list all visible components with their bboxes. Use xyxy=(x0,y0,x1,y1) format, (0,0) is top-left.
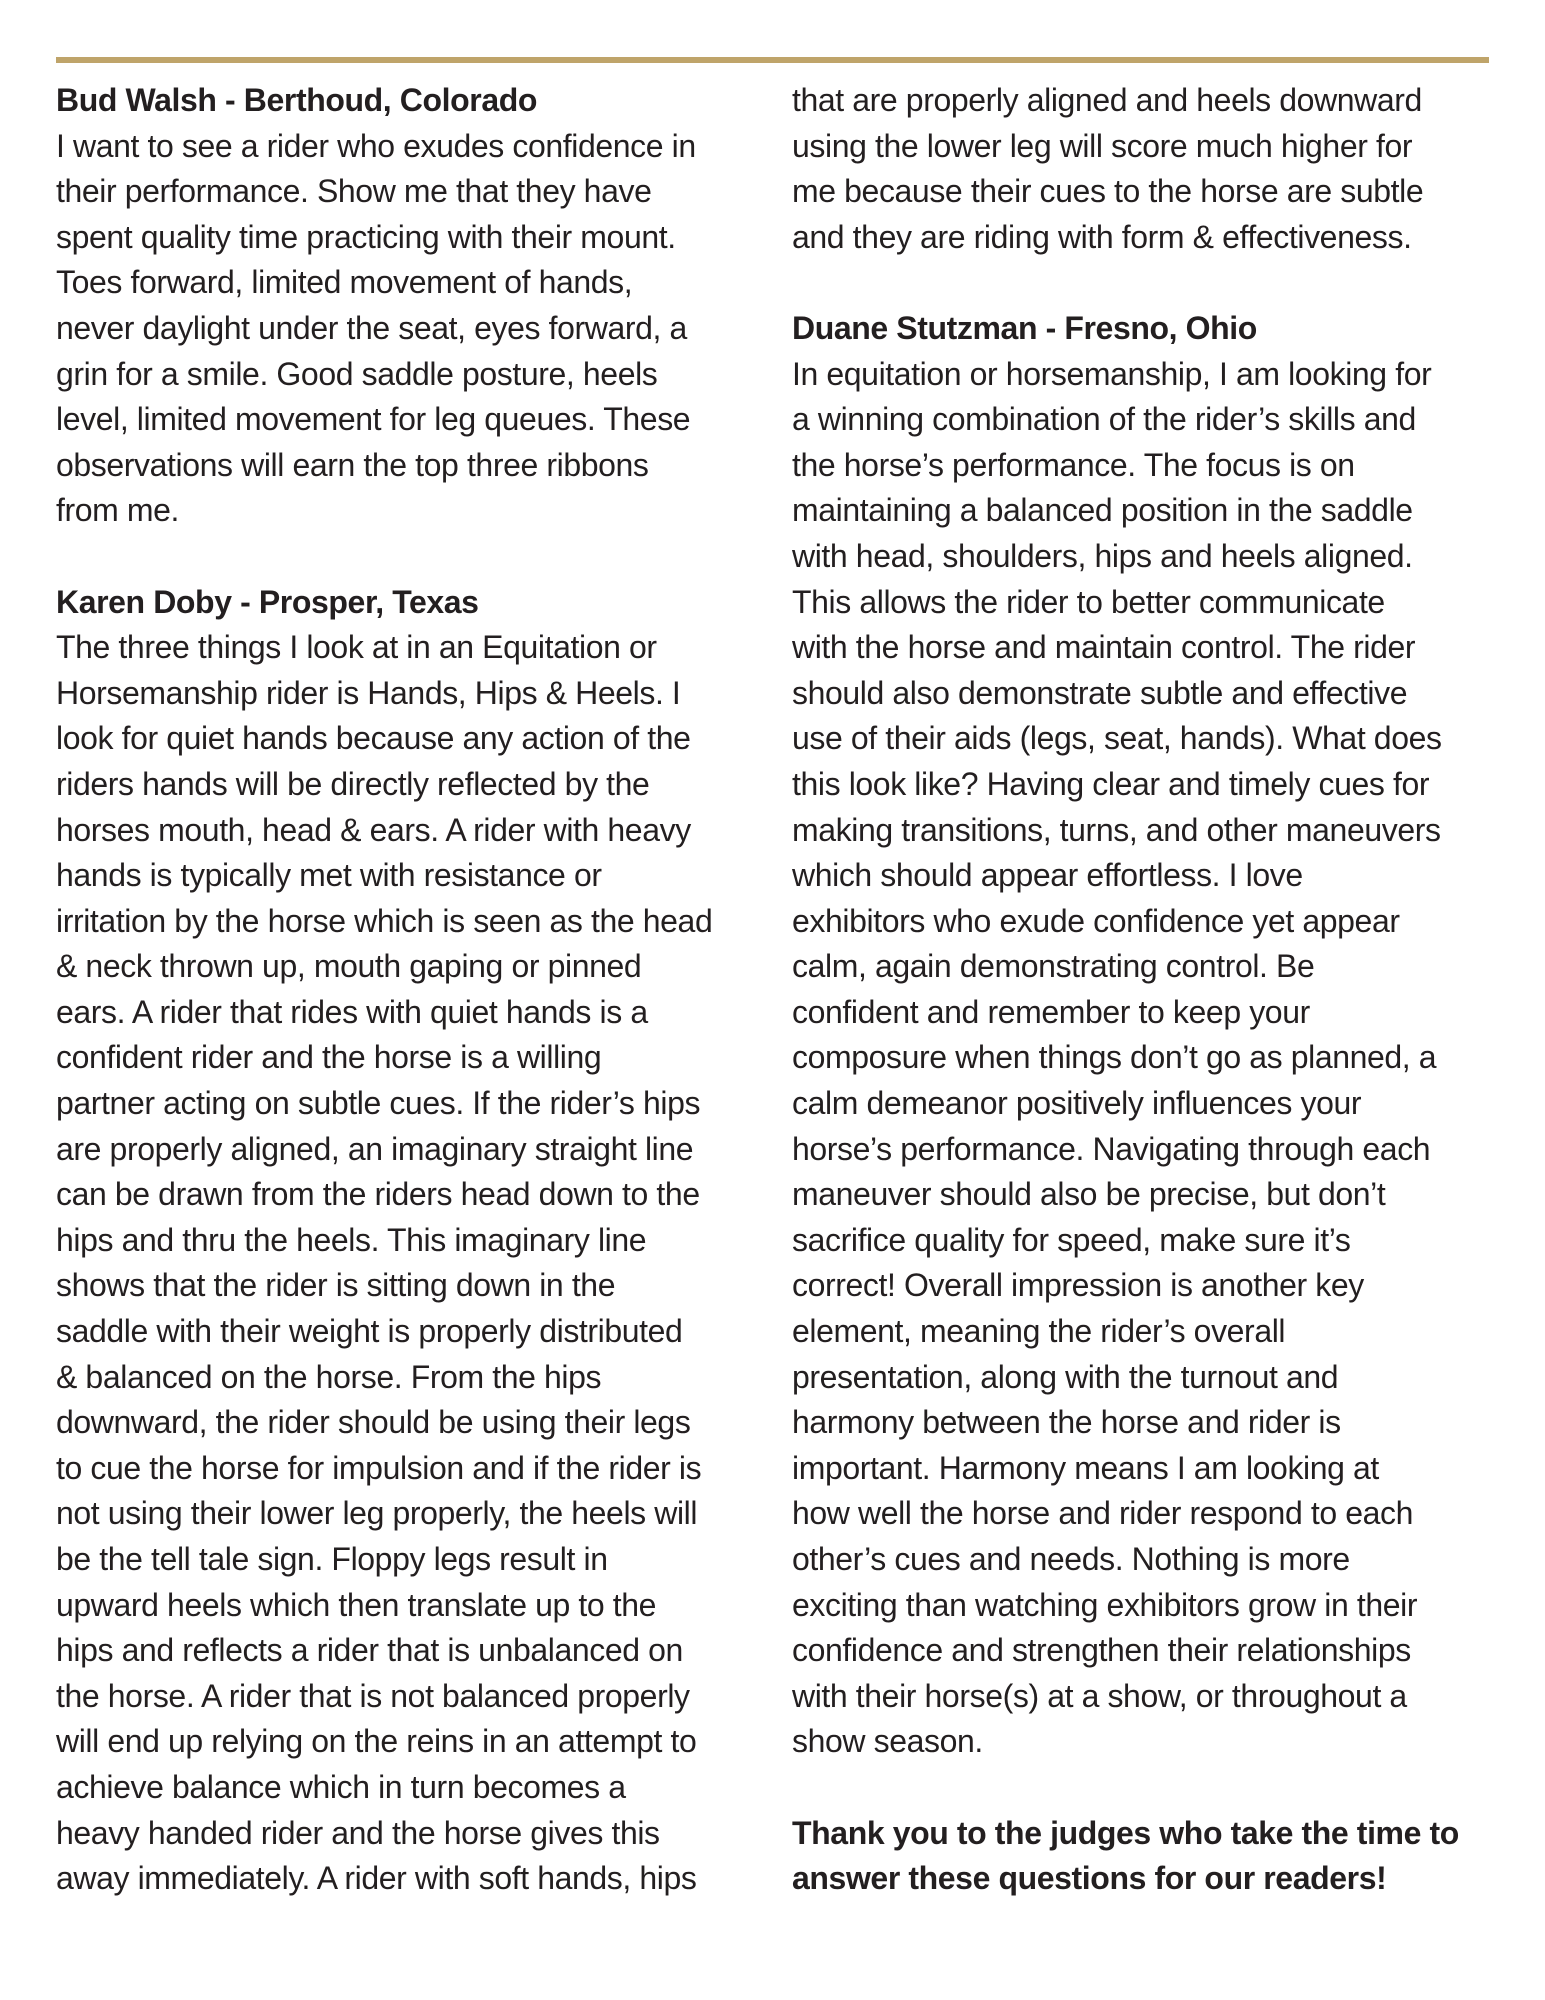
text-line: element, meaning the rider’s overall xyxy=(792,1313,1286,1350)
paragraph-gap xyxy=(56,534,766,580)
judge-heading-duane-stutzman: Duane Stutzman - Fresno, Ohio xyxy=(792,309,1257,346)
text-line: their performance. Show me that they have xyxy=(56,173,652,210)
text-line: a winning combination of the rider’s skills and xyxy=(792,401,1416,438)
text-line: and they are riding with form & effectiveness. xyxy=(792,218,1412,255)
text-line: confidence and strengthen their relationships xyxy=(792,1632,1411,1669)
text-line: Horsemanship rider is Hands, Hips & Heels. I xyxy=(56,674,681,711)
text-line: Thank you to the judges who take the time to xyxy=(792,1814,1459,1851)
text-line: horses mouth, head & ears. A rider with heavy xyxy=(56,811,691,848)
text-line: irritation by the horse which is seen as the head xyxy=(56,902,713,939)
text-line: never daylight under the seat, eyes forward, a xyxy=(56,309,687,346)
text-line: upward heels which then translate up to the xyxy=(56,1586,657,1623)
karen-doby-answer-continued xyxy=(792,78,1502,260)
text-line: exhibitors who exude confidence yet appear xyxy=(792,902,1400,939)
text-line: look for quiet hands because any action of the xyxy=(56,720,691,757)
text-line: spent quality time practicing with their mount. xyxy=(56,218,676,255)
text-line: this look like? Having clear and timely cues for xyxy=(792,765,1430,802)
text-line: the horse. A rider that is not balanced properly xyxy=(56,1677,690,1714)
judge-location: Fresno, Ohio xyxy=(1064,309,1257,346)
paragraph-gap xyxy=(792,260,1502,306)
bud-walsh-answer xyxy=(56,124,766,534)
text-line: calm, again demonstrating control. Be xyxy=(792,948,1315,985)
closing-thank-you xyxy=(792,1811,1502,1902)
text-line: I want to see a rider who exudes confidence in xyxy=(56,127,696,164)
text-line: are properly aligned, an imaginary straight line xyxy=(56,1130,694,1167)
text-line: should also demonstrate subtle and effective xyxy=(792,674,1408,711)
text-line: using the lower leg will score much higher for xyxy=(792,127,1413,164)
text-line: horse’s performance. Navigating through each xyxy=(792,1130,1431,1167)
text-line: shows that the rider is sitting down in the xyxy=(56,1267,616,1304)
text-line: In equitation or horsemanship, I am looking for xyxy=(792,355,1432,392)
text-line: correct! Overall impression is another key xyxy=(792,1267,1364,1304)
text-line: saddle with their weight is properly distributed xyxy=(56,1313,683,1350)
judge-name: Karen Doby xyxy=(56,583,232,620)
text-line: with their horse(s) at a show, or throughout a xyxy=(792,1677,1407,1714)
gold-divider-rule xyxy=(56,57,1489,63)
left-column xyxy=(56,78,766,1902)
text-line: be the tell tale sign. Floppy legs result in xyxy=(56,1541,608,1577)
text-line: important. Harmony means I am looking at xyxy=(792,1449,1379,1486)
text-line: This allows the rider to better communicate xyxy=(792,583,1385,620)
text-line: maintaining a balanced position in the saddle xyxy=(792,492,1413,529)
text-line: show season. xyxy=(792,1723,983,1760)
text-line: confident rider and the horse is a willing xyxy=(56,1039,602,1076)
text-line: use of their aids (legs, seat, hands). What does xyxy=(792,720,1442,757)
text-line: how well the horse and rider respond to each xyxy=(792,1495,1414,1532)
judge-heading-bud-walsh: Bud Walsh - Berthoud, Colorado xyxy=(56,82,538,118)
text-line: hips and thru the heels. This imaginary line xyxy=(56,1221,647,1258)
text-line: grin for a smile. Good saddle posture, heels xyxy=(56,355,658,392)
text-line: heavy handed rider and the horse gives this xyxy=(56,1814,660,1851)
text-line: The three things I look at in an Equitation or xyxy=(56,629,657,666)
text-line: Toes forward, limited movement of hands, xyxy=(56,264,633,301)
text-line: hands is typically met with resistance or xyxy=(56,857,602,894)
text-line: exciting than watching exhibitors grow in their xyxy=(792,1586,1418,1623)
text-line: hips and reflects a rider that is unbalanced on xyxy=(56,1632,683,1669)
text-line: & balanced on the horse. From the hips xyxy=(56,1358,602,1395)
text-line: not using their lower leg properly, the heels will xyxy=(56,1495,698,1532)
text-line: composure when things don’t go as planned, a xyxy=(792,1039,1437,1076)
text-line: can be drawn from the riders head down to the xyxy=(56,1176,700,1213)
text-line: & neck thrown up, mouth gaping or pinned xyxy=(56,948,642,985)
text-line: sacrifice quality for speed, make sure it’s xyxy=(792,1221,1351,1258)
text-line: riders hands will be directly reflected by the xyxy=(56,765,650,802)
text-line: which should appear effortless. I love xyxy=(792,857,1303,894)
text-line: with the horse and maintain control. The rider xyxy=(792,629,1416,666)
text-line: me because their cues to the horse are subtle xyxy=(792,173,1424,210)
text-line: downward, the rider should be using their legs xyxy=(56,1404,691,1441)
text-line: level, limited movement for leg queues. These xyxy=(56,401,691,438)
text-line: answer these questions for our readers! xyxy=(792,1860,1387,1897)
text-line: will end up relying on the reins in an attempt to xyxy=(56,1723,697,1760)
text-line: away immediately. A rider with soft hands, hips xyxy=(56,1860,697,1897)
judge-name: Duane Stutzman xyxy=(792,309,1038,346)
text-line: partner acting on subtle cues. If the rider’s hips xyxy=(56,1085,701,1122)
paragraph-gap xyxy=(792,1765,1502,1811)
duane-stutzman-answer xyxy=(792,352,1502,1765)
text-line: calm demeanor positively influences your xyxy=(792,1085,1362,1122)
text-line: presentation, along with the turnout and xyxy=(792,1358,1339,1395)
text-line: observations will earn the top three ribbons xyxy=(56,446,649,483)
text-line: with head, shoulders, hips and heels aligned. xyxy=(792,537,1413,574)
right-column xyxy=(792,78,1502,1902)
text-line: to cue the horse for impulsion and if the rider is xyxy=(56,1449,702,1486)
text-line: the horse’s performance. The focus is on xyxy=(792,446,1355,483)
text-line: maneuver should also be precise, but don’t xyxy=(792,1176,1386,1213)
karen-doby-answer xyxy=(56,625,766,1902)
judge-heading-karen-doby: Karen Doby - Prosper, Texas xyxy=(56,583,479,620)
text-line: making transitions, turns, and other maneuvers xyxy=(792,811,1441,848)
text-line: from me. xyxy=(56,492,180,529)
text-line: confident and remember to keep your xyxy=(792,993,1310,1030)
judge-location: Berthoud, Colorado xyxy=(243,82,538,118)
judge-location: Prosper, Texas xyxy=(258,583,479,620)
text-line: other’s cues and needs. Nothing is more xyxy=(792,1541,1350,1577)
text-line: ears. A rider that rides with quiet hands is a xyxy=(56,993,648,1030)
text-line: that are properly aligned and heels downward xyxy=(792,82,1422,118)
judge-name: Bud Walsh xyxy=(56,82,217,118)
text-line: achieve balance which in turn becomes a xyxy=(56,1768,626,1805)
text-line: harmony between the horse and rider is xyxy=(792,1404,1341,1441)
